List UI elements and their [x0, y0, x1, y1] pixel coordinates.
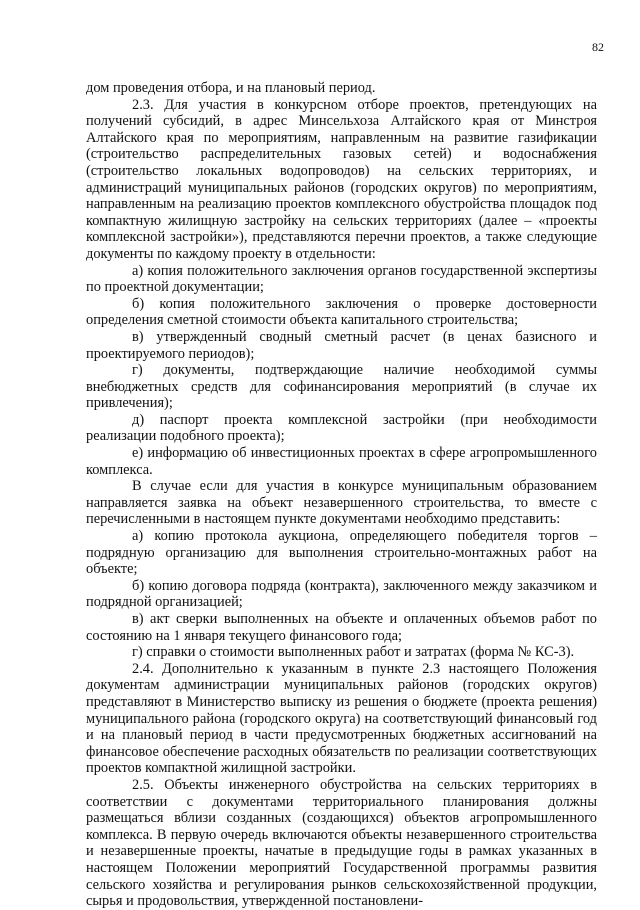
paragraph: 2.4. Дополнительно к указанным в пункте 2.3 настоящего Положения документам администрации муниципальных районов (городских округов) представляют в Министерство выписку из решения о бюджете (проекта решения) муниципального района (городского округа) на соответствующий финансовый год и на плановый период в части предусмотренных бюджетных ассигнований на финансовое обеспечение расходных обязательств по реализации соответствующих проектов компактной жилищной застройки. [86, 660, 597, 777]
list-item: е) информацию об инвестиционных проектах в сфере агропромышленного комплекса. [86, 445, 597, 478]
paragraph: дом проведения отбора, и на плановый период. [86, 80, 376, 96]
list-item: в) утвержденный сводный сметный расчет (в ценах базисного и проектируемого периодов); [86, 328, 597, 362]
paragraph: В случае если для участия в конкурсе муниципальным образованием направляется заявка на объект незавершенного строительства, то вместе с перечисленными в настоящем пункте документами необходимо представить: [86, 478, 597, 528]
list-item: г) документы, подтверждающие наличие необходимой суммы внебюджетных средств для софинансирования мероприятий (в случае их привлечения); [86, 362, 597, 412]
paragraph: 2.3. Для участия в конкурсном отборе проектов, претендующих на получений субсидий, в адрес Минсельхоза Алтайского края от Минстроя Алтайского края по мероприятиям, направленным на развитие газификации (строительство распределительных газовых сетей) и водоснабжения (строительство локальных водопроводов) на сельских территориях, и администраций муниципальных районов (городских округов) по мероприятиям, направленным на реализацию проектов комплексного обустройства площадок под компактную жилищную застройку на сельских территориях (далее – «проекты комплексной застройки»), представляются перечни проектов, а также следующие документы по каждому проекту в отдельности: [86, 96, 597, 262]
list-item: а) копия положительного заключения органов государственной экспертизы по проектной документации; [86, 262, 597, 296]
list-item: г) справки о стоимости выполненных работ и затратах (форма № КС-3). [132, 644, 575, 661]
page-number: 82 [592, 40, 604, 54]
list-item: а) копию протокола аукциона, определяющего победителя торгов – подрядную организацию для выполнения строительно-монтажных работ на объекте; [86, 528, 597, 578]
list-item: д) паспорт проекта комплексной застройки (при необходимости реализации подобного проекта); [86, 411, 597, 445]
paragraph: 2.5. Объекты инженерного обустройства на сельских территориях в соответствии с документами территориального планирования должны размещаться вблизи созданных (создающихся) объектов агропромышленного комплекса. В первую очередь включаются объекты незавершенного строительства и незавершенные проекты, начатые в предыдущие годы в рамках указанных в настоящем Положении мероприятий Государственной программы развития сельского хозяйства и регулирования рынков сельскохозяйственной продукции, сырья и продовольствия, утвержденной постановлени- [86, 776, 597, 910]
document-body [86, 80, 597, 910]
list-item: б) копию договора подряда (контракта), заключенного между заказчиком и подрядной организацией; [86, 577, 597, 611]
list-item: б) копия положительного заключения о проверке достоверности определения сметной стоимости объекта капитального строительства; [86, 295, 597, 329]
list-item: в) акт сверки выполненных на объекте и оплаченных объемов работ по состоянию на 1 января текущего финансового года; [86, 611, 597, 644]
